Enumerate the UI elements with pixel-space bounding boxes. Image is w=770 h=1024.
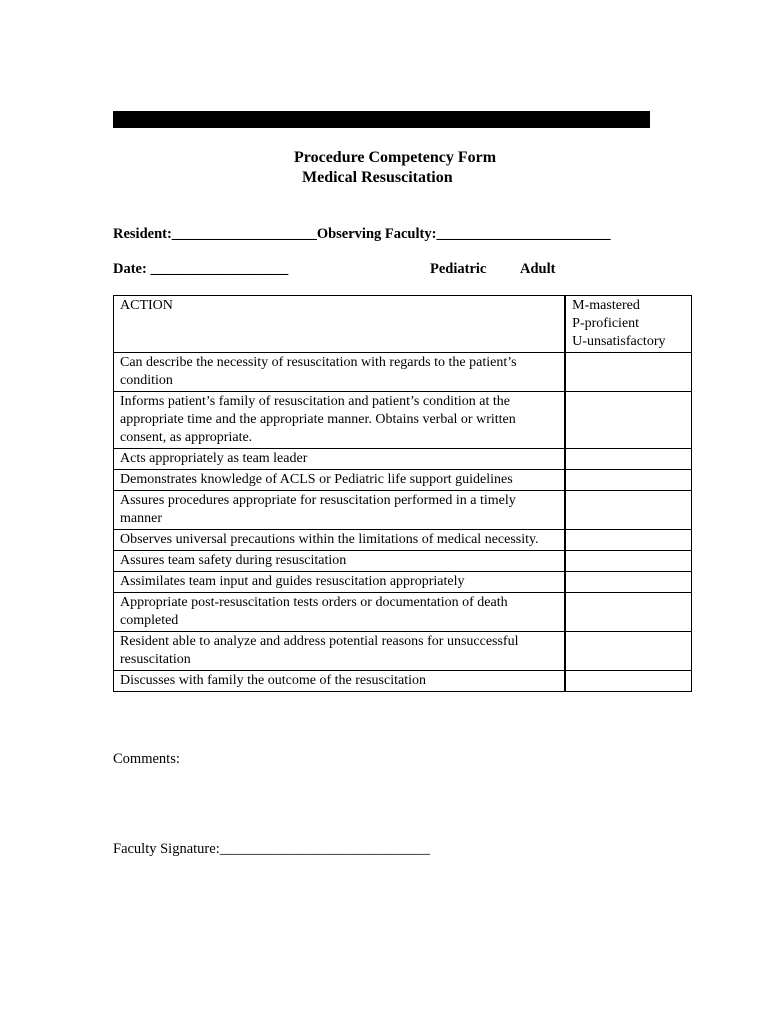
adult-option[interactable]: Adult — [520, 261, 556, 277]
rating-cell[interactable] — [565, 491, 691, 530]
date-label: Date: — [113, 261, 147, 277]
action-header: ACTION — [114, 296, 566, 353]
rating-cell[interactable] — [565, 671, 691, 692]
rating-cell[interactable] — [565, 353, 691, 392]
resident-label: Resident: — [113, 226, 172, 242]
observing-faculty-field[interactable]: ________________________ — [436, 226, 611, 242]
table-header-row — [114, 296, 692, 353]
table-row — [114, 392, 692, 449]
table-row — [114, 449, 692, 470]
comments-label: Comments: — [113, 751, 180, 767]
faculty-signature-label: Faculty Signature: — [113, 841, 220, 857]
observing-faculty-label: Observing Faculty: — [316, 226, 437, 242]
action-text: Assimilates team input and guides resuscitation appropriately — [114, 572, 566, 593]
action-text: Can describe the necessity of resuscitation with regards to the patient’s condition — [114, 353, 566, 392]
rating-cell[interactable] — [565, 449, 691, 470]
header-bar — [113, 111, 650, 128]
action-text: Observes universal precautions within the limitations of medical necessity. — [114, 530, 566, 551]
form-subtitle: Medical Resuscitation — [302, 169, 453, 186]
faculty-signature-field[interactable]: _____________________________ — [219, 841, 430, 857]
date-line — [113, 261, 288, 278]
resident-field[interactable]: ____________________ — [171, 226, 317, 242]
table-row — [114, 551, 692, 572]
form-title: Procedure Competency Form — [294, 149, 497, 166]
rating-key-cell — [565, 296, 691, 353]
table-row — [114, 530, 692, 551]
rating-key-mastered: M-mastered — [572, 298, 640, 313]
action-text: Assures procedures appropriate for resuscitation performed in a timely manner — [114, 491, 566, 530]
rating-cell[interactable] — [565, 632, 691, 671]
signature-line — [113, 841, 430, 858]
competency-table — [113, 295, 692, 692]
action-text: Appropriate post-resuscitation tests orders or documentation of death completed — [114, 593, 566, 632]
rating-key-unsatisfactory: U-unsatisfactory — [572, 334, 666, 349]
table-row — [114, 572, 692, 593]
rating-cell[interactable] — [565, 551, 691, 572]
action-text: Acts appropriately as team leader — [114, 449, 566, 470]
table-row — [114, 353, 692, 392]
action-text: Assures team safety during resuscitation — [114, 551, 566, 572]
rating-cell[interactable] — [565, 470, 691, 491]
table-row — [114, 470, 692, 491]
resident-faculty-line — [113, 226, 610, 243]
rating-key-proficient: P-proficient — [572, 316, 640, 331]
date-field[interactable]: ___________________ — [150, 261, 289, 277]
rating-cell[interactable] — [565, 530, 691, 551]
table-row — [114, 491, 692, 530]
rating-cell[interactable] — [565, 572, 691, 593]
action-text: Informs patient’s family of resuscitation and patient’s condition at the appropriate time and the appropriate manner. Obtains verbal or written consent, as appropriate. — [114, 392, 566, 449]
action-text: Demonstrates knowledge of ACLS or Pediatric life support guidelines — [114, 470, 566, 491]
table-row — [114, 593, 692, 632]
table-row — [114, 671, 692, 692]
pediatric-option[interactable]: Pediatric — [430, 261, 487, 277]
action-text: Resident able to analyze and address potential reasons for unsuccessful resuscitation — [114, 632, 566, 671]
table-row — [114, 632, 692, 671]
rating-cell[interactable] — [565, 593, 691, 632]
rating-cell[interactable] — [565, 392, 691, 449]
action-text: Discusses with family the outcome of the resuscitation — [114, 671, 566, 692]
